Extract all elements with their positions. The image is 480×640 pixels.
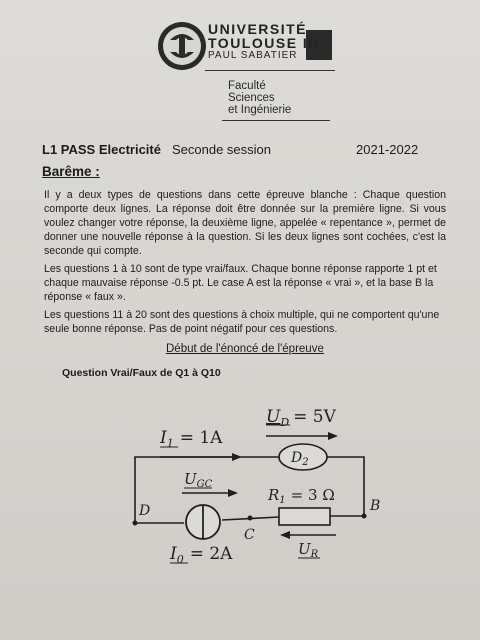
course-title: L1 PASS Electricité bbox=[42, 142, 161, 157]
faculty-line1: Faculté bbox=[228, 80, 266, 92]
question-section-heading: Question Vrai/Faux de Q1 à Q10 bbox=[62, 367, 221, 379]
exam-start-heading: Début de l'énoncé de l'épreuve bbox=[166, 343, 324, 355]
node-d-label: D bbox=[139, 503, 151, 519]
ugc-arrowhead bbox=[228, 489, 238, 497]
node-c-dot bbox=[248, 516, 253, 521]
university-name-line1: UNIVERSITÉ bbox=[208, 21, 308, 37]
bareme-heading: Barême : bbox=[42, 164, 100, 179]
ud-arrowhead bbox=[328, 432, 338, 440]
faculty-line2: Sciences bbox=[228, 92, 275, 104]
i1-label: $I_1 = 1A$ bbox=[160, 428, 223, 450]
ud-label: $U_D = 5V$ bbox=[266, 407, 336, 429]
university-name-line2: TOULOUSE III bbox=[208, 35, 320, 51]
instructions-paragraph-2: Les questions 1 à 10 sont de type vrai/faux. Chaque bonne réponse rapporte 1 pt et chaque mauvaise réponse -0.5 pt. Le case A est la réponse « vrai », et la base B la réponse « faux ». bbox=[44, 263, 437, 303]
node-c-label: C bbox=[244, 527, 255, 543]
instructions-paragraph-3: Les questions 11 à 20 sont des questions à choix multiple, qui ne comportent qu'une seule bonne réponse. Pas de point négatif pour ces questions. bbox=[44, 309, 440, 335]
i1-arrowhead bbox=[232, 453, 242, 461]
course-session: Seconde session bbox=[172, 142, 272, 157]
ugc-label: $U_{GC}$ bbox=[184, 470, 213, 490]
r1-label: $R_1 = 3$ Ω bbox=[268, 486, 335, 506]
ur-arrowhead bbox=[280, 531, 290, 539]
node-b-label: B bbox=[370, 498, 381, 514]
course-year: 2021-2022 bbox=[356, 142, 419, 157]
ur-label: $U_R$ bbox=[298, 540, 319, 560]
faculty-line3: et Ingénierie bbox=[228, 104, 292, 116]
node-b-dot bbox=[362, 514, 367, 519]
d2-label: $D_2$ bbox=[291, 450, 309, 468]
resistor-r1 bbox=[279, 508, 330, 525]
i0-label: $I_0 = 2A$ bbox=[170, 544, 233, 566]
instructions-paragraph-1: Il y a deux types de questions dans cette épreuve blanche : Chaque question comporte deux lignes. La réponse doit être donnée sur la première ligne. Si vous voulez changer votre réponse, la deuxième ligne, appelée « repentance », permet de donner une nouvelle réponse à la question. Si les deux lignes sont cochées, c'est la seconde qui compte. bbox=[44, 189, 446, 257]
university-name-line3: PAUL SABATIER bbox=[208, 50, 298, 61]
node-d-dot bbox=[133, 521, 138, 526]
